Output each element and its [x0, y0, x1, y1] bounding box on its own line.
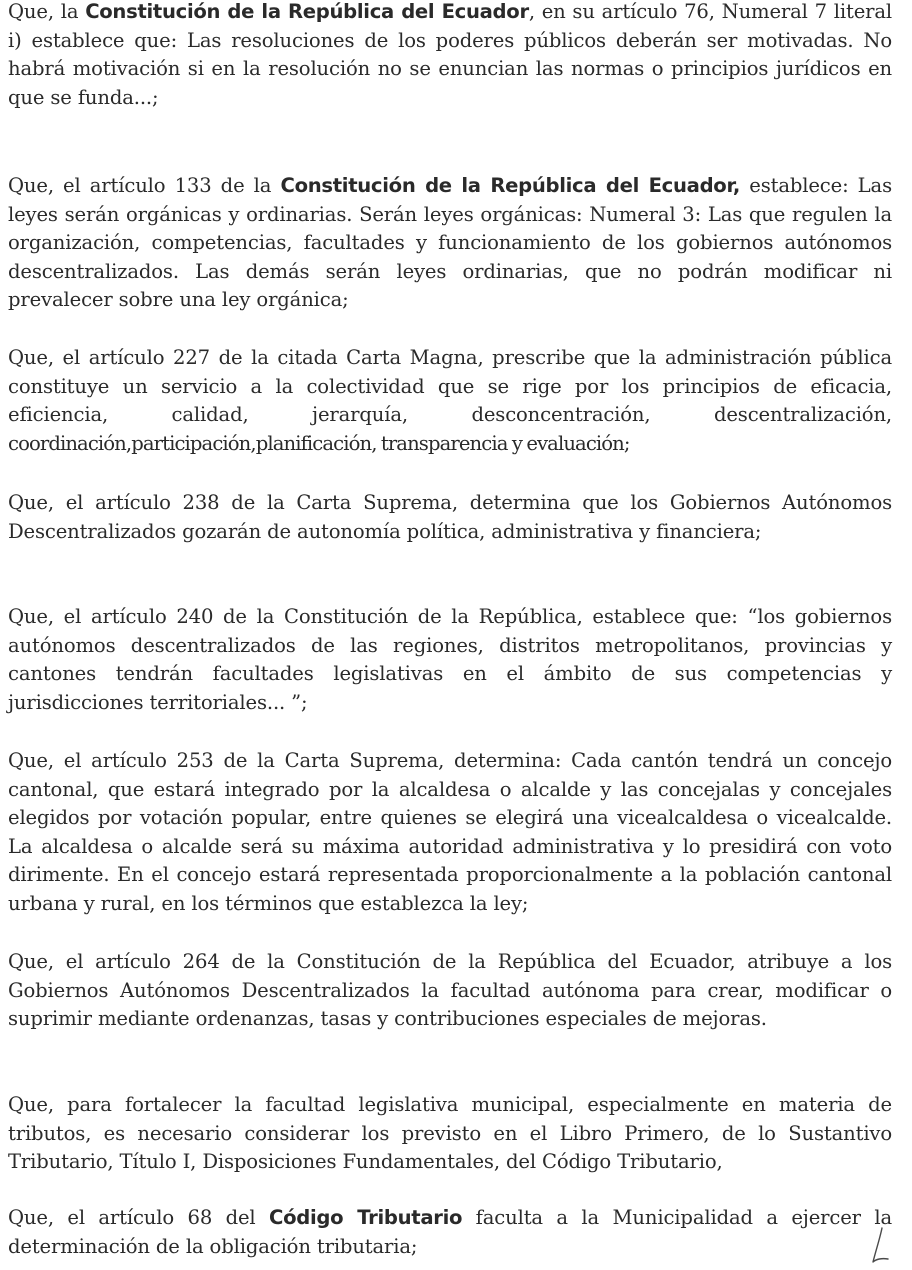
- paragraph-text-condensed: coordinación,participación,planificación, transparencia y evaluación;: [8, 431, 630, 455]
- paragraph-codigo-tributario-art-68: [8, 1204, 892, 1261]
- paragraph-text: Que, el artículo 240 de la Constitución de la República, establece que: “los gobiernos autónomos descentralizados de las regiones, distritos metropolitanos, provincias y cantones tendrán facultades legislativas en el ámbito de sus competencias y jurisdicciones territoriales... ”;: [8, 605, 892, 714]
- bold-reference: Constitución de la República del Ecuador,: [280, 174, 741, 197]
- paragraph-text: Que, el artículo 68 del: [8, 1206, 270, 1229]
- paragraph-text: , en su artículo 76, Numeral 7 literal i) establece que: Las resoluciones de los poderes públicos deberán ser motivadas. No habrá motivación si en la resolución no se enuncian las normas o principios jurídicos en que se funda...;: [8, 0, 893, 109]
- paragraph-text: faculta a la Municipalidad a ejercer la determinación de la obligación tributaria;: [8, 1206, 892, 1258]
- paragraph-codigo-tributario-libro-primero: [8, 1091, 892, 1177]
- paragraph-art-227: [8, 344, 892, 458]
- paragraph-text: Que, para fortalecer la facultad legislativa municipal, especialmente en materia de tributos, es necesario considerar los previsto en el Libro Primero, de lo Sustantivo Tributario, Título I, Disposiciones Fundamentales, del Código Tributario,: [8, 1093, 892, 1174]
- paragraph-constitucion-art-76: [8, 0, 892, 112]
- paragraph-text: Que, el artículo 227 de la citada Carta Magna, prescribe que la administración pública constituye un servicio a la colectividad que se rige por los principios de eficacia, eficiencia, calidad, jerarquía, desconcentración, descentralización,: [8, 346, 892, 427]
- paragraph-text: Que, el artículo 238 de la Carta Suprema, determina que los Gobiernos Autónomos Descentralizados gozarán de autonomía política, administrativa y financiera;: [8, 491, 892, 543]
- handwritten-initial-icon: [864, 1226, 892, 1266]
- paragraph-art-240: [8, 603, 892, 717]
- paragraph-constitucion-art-133: [8, 172, 892, 315]
- paragraph-art-253: [8, 747, 892, 919]
- paragraph-text: Que, el artículo 253 de la Carta Suprema, determina: Cada cantón tendrá un concejo cantonal, que estará integrado por la alcaldesa o alcalde y las concejalas y concejales elegidos por votación popular, entre quienes se elegirá una vicealcaldesa o vicealcalde. La alcaldesa o alcalde será su máxima autoridad administrativa y lo presidirá con voto dirimente. En el concejo estará representada proporcionalmente a la población cantonal urbana y rural, en los términos que establezca la ley;: [8, 749, 892, 915]
- paragraph-text: Que, el artículo 133 de la: [8, 174, 281, 197]
- paragraph-text: Que, la: [8, 0, 86, 23]
- bold-reference: Código Tributario: [269, 1206, 463, 1229]
- paragraph-text: Que, el artículo 264 de la Constitución de la República del Ecuador, atribuye a los Gobiernos Autónomos Descentralizados la facultad autónoma para crear, modificar o suprimir mediante ordenanzas, tasas y contribuciones especiales de mejoras.: [8, 950, 892, 1031]
- paragraph-art-238: [8, 489, 892, 546]
- paragraph-text: establece: Las leyes serán orgánicas y ordinarias. Serán leyes orgánicas: Numeral 3: Las que regulen la organización, competencias, facultades y funcionamiento de los gobiernos autónomos descentralizados. Las demás serán leyes ordinarias, que no podrán modificar ni prevalecer sobre una ley orgánica;: [8, 174, 892, 312]
- bold-reference: Constitución de la República del Ecuador: [85, 0, 529, 23]
- paragraph-art-264: [8, 948, 892, 1034]
